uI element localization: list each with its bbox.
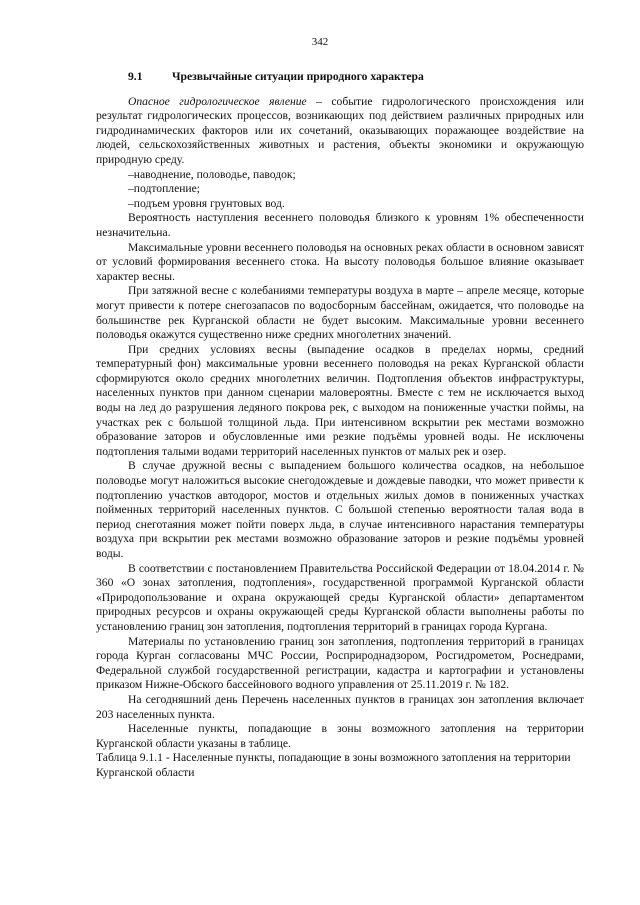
paragraph-settlement-count: На сегодняшний день Перечень населенных пунктов в границах зон затопления включает 203 населенных пункта. — [96, 692, 584, 721]
page-number: 342 — [311, 36, 329, 48]
list-item: –подъем уровня грунтовых вод. — [128, 196, 285, 210]
section-heading — [128, 70, 584, 85]
table-caption: Таблица 9.1.1 - Населенные пункты, попадающие в зоны возможного затопления на территории Курганской области — [96, 751, 571, 779]
list-item: –наводнение, половодье, паводок; — [128, 167, 296, 181]
paragraph-average-spring: При средних условиях весны (выпадение осадков в пределах нормы, средний температурный фон) максимальные уровни весеннего половодья на реках Курганской области сформируются около средних многолетних величин. Подтопления объектов инфраструктуры, населенных пунктов при данном сценарии маловероятны. Вместе с тем не исключается выход воды на лед до разрушения ледяного покрова рек, с выходом на пониженные участки поймы, на участках рек с большой толщиной льда. При интенсивном вскрытии рек местами возможно образование заторов и обусловленные ими резкие подъёмы уровней воды. Не исключены подтопления талыми водами территорий населенных пунктов от малых рек и озер. — [96, 342, 584, 458]
list-item: –подтопление; — [128, 182, 200, 196]
paragraph-max-levels: Максимальные уровни весеннего половодья на основных реках области в основном зависят от условий формирования весеннего стока. На высоту половодья большое влияние оказывает характер весны. — [96, 240, 584, 283]
document-body — [96, 70, 584, 781]
paragraph-table-reference: Населенные пункты, попадающие в зоны возможного затопления на территории Курганской области указаны в таблице. — [96, 722, 584, 750]
term-description: – событие гидрологического происхождения или результат гидрологических процессов, возникающих под действием различных природных или гидродинамических факторов или их сочетаний, оказывающих поражающее воздействие на людей, сельскохозяйственных животных и растения, объекты экономики и окружающую природную среду. — [96, 94, 585, 166]
paragraph-regulation: В соответствии с постановлением Правительства Российской Федерации от 18.04.2014 г. № 360 «О зонах затопления, подтопления», государственной программой Курганской области «Природопользование и охрана окружающей среды Курганской области» департаментом природных ресурсов и охраны окружающей среды Курганской области выполнены работы по установлению границ зон затопления, подтопления территорий в границах города Кургана. — [96, 561, 584, 633]
paragraph-rapid-spring: В случае дружной весны с выпадением большого количества осадков, на небольшое половодье могут наложиться высокие снегодождевые и дождевые паводки, что может привести к подтоплению участков автодорог, мостов и отдельных жилых домов в пониженных участках пойменных территорий населенных пунктов. С большой степенью вероятности талая вода в период снеготаяния может пойти поверх льда, в случае интенсивного нарастания температуры воздуха при вскрытии рек местами возможно образование заторов и резкие подъёмы уровней воды. — [96, 459, 584, 560]
paragraph-prolonged-spring: При затяжной весне с колебаниями температуры воздуха в марте – апреле месяце, которые могут привести к потере снегозапасов по водосборным бассейнам, ожидается, что половодье на большинстве рек Курганской области не будет высоким. Максимальные уровни весеннего половодья окажутся существенно ниже средних многолетних значений. — [96, 284, 584, 342]
intro-paragraph — [96, 95, 584, 168]
section-number: 9.1 — [128, 70, 143, 83]
paragraph-approval: Материалы по установлению границ зон затопления, подтопления территорий в границах города Курган согласованы МЧС России, Росприроднадзором, Росгидрометом, Роснедрами, Федеральной службой государственной регистрации, кадастра и картографии и установлены приказом Нижне-Обского бассейнового водного управления от 25.11.2019 г. № 182. — [96, 634, 584, 692]
section-title: Чрезвычайные ситуации природного характера — [172, 70, 424, 83]
term-definition: Опасное гидрологическое явление — [128, 94, 307, 108]
paragraph-probability: Вероятность наступления весеннего половодья близкого к уровням 1% обеспеченности незначительна. — [96, 211, 584, 239]
